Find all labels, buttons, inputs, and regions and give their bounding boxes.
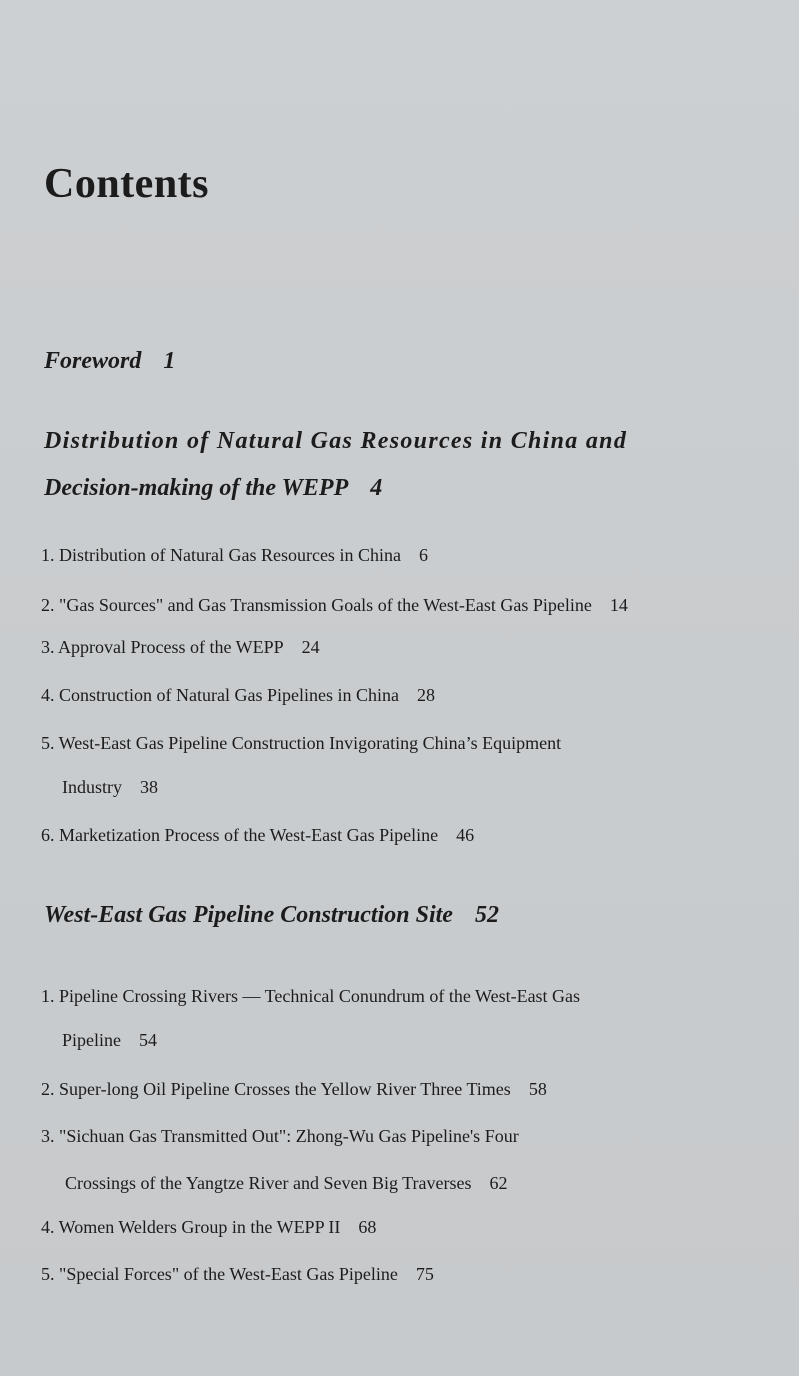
section2-heading	[44, 902, 499, 929]
toc-entry: 4. Women Welders Group in the WEPP II 68	[41, 1217, 377, 1237]
section2-title: West-East Gas Pipeline Construction Site	[44, 902, 453, 928]
toc-entry: 5. "Special Forces" of the West-East Gas Pipeline 75	[41, 1264, 434, 1284]
section1-title-end: Decision-making of the WEPP	[44, 475, 349, 501]
toc-entry: 2. "Gas Sources" and Gas Transmission Goals of the West-East Gas Pipeline 14	[41, 595, 628, 615]
toc-entry: 2. Super-long Oil Pipeline Crosses the Yellow River Three Times 58	[41, 1079, 547, 1099]
toc-entry: 5. West-East Gas Pipeline Construction Invigorating China’s Equipment	[41, 733, 562, 753]
toc-entry: 6. Marketization Process of the West-East Gas Pipeline 46	[41, 825, 475, 845]
toc-entry: 3. "Sichuan Gas Transmitted Out": Zhong-Wu Gas Pipeline's Four	[41, 1126, 519, 1146]
page-title: Contents	[44, 161, 210, 207]
foreword-heading	[44, 348, 175, 375]
foreword-page: 1	[163, 348, 176, 374]
foreword-label: Foreword	[44, 348, 142, 374]
toc-entry: 1. Distribution of Natural Gas Resources in China 6	[41, 545, 428, 565]
toc-entry: 4. Construction of Natural Gas Pipelines in China 28	[41, 685, 435, 705]
section2-page: 52	[474, 902, 499, 928]
section1-heading-line1: Distribution of Natural Gas Resources in China and	[44, 428, 628, 454]
section1-heading-line2	[44, 475, 382, 502]
toc-entry: 3. Approval Process of the WEPP 24	[41, 637, 320, 657]
toc-entry-continuation: Industry 38	[62, 777, 158, 797]
toc-entry-continuation: Pipeline 54	[62, 1030, 157, 1050]
toc-entry-continuation: Crossings of the Yangtze River and Seven Big Traverses 62	[65, 1173, 508, 1193]
toc-entry: 1. Pipeline Crossing Rivers — Technical Conundrum of the West-East Gas	[41, 986, 581, 1006]
section1-page: 4	[370, 475, 383, 501]
